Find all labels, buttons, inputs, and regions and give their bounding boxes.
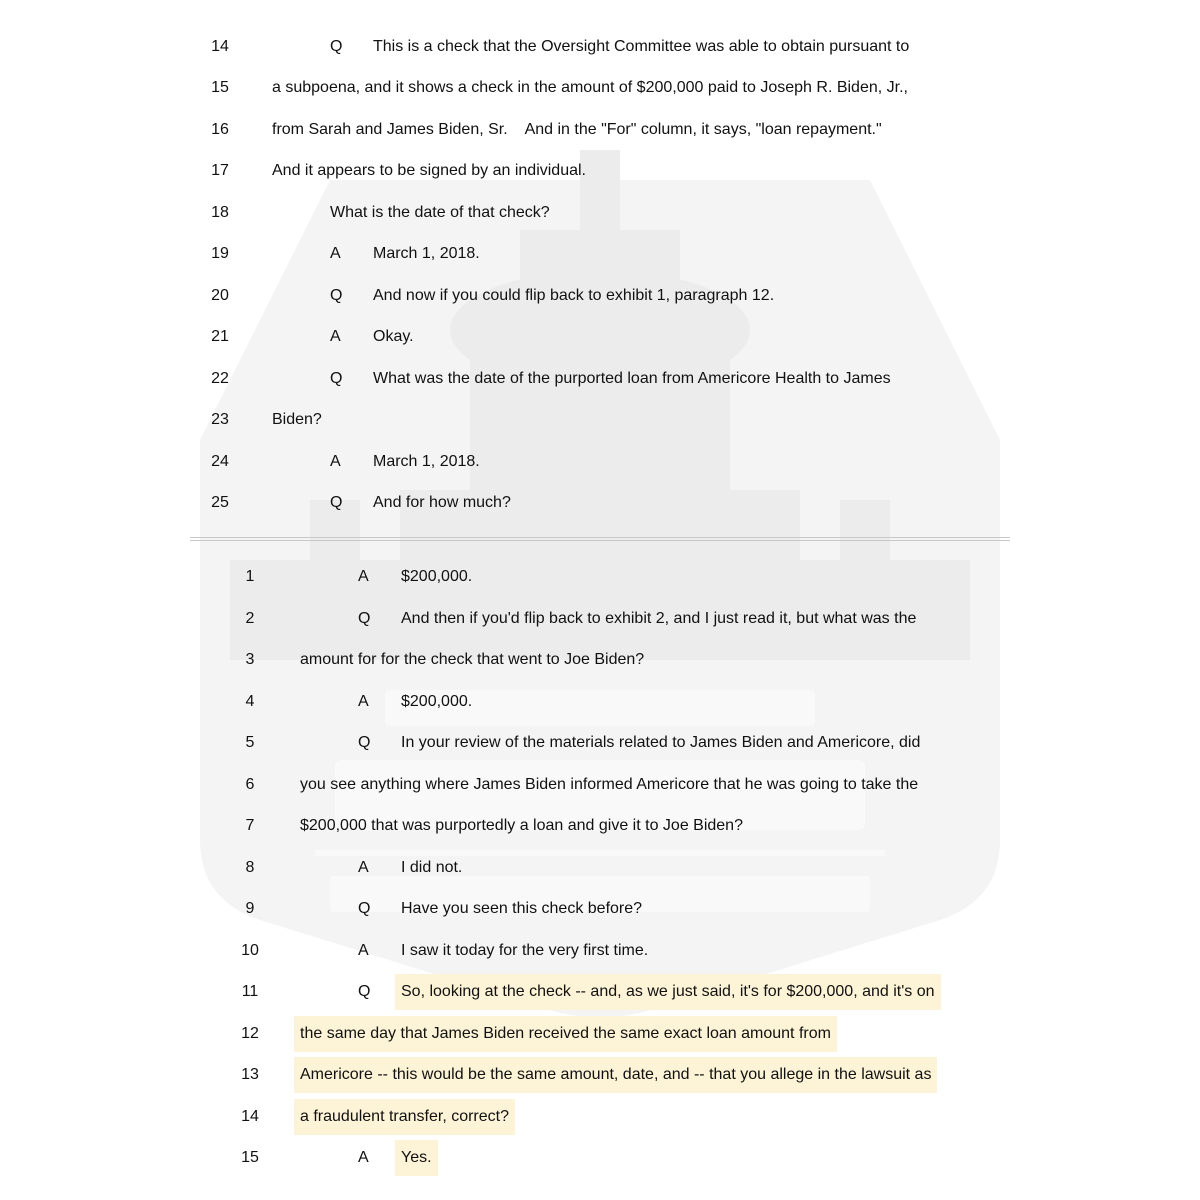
line-number: 9 [245,900,255,917]
line-number: 10 [241,941,259,959]
speaker-label: A [358,941,369,959]
page-break-divider [190,537,1010,541]
highlighted-text: Americore -- this would be the same amount, date, and -- that you allege in the lawsuit as [294,1057,937,1093]
line-number: 17 [211,162,229,180]
line-text: I did not. [401,858,463,876]
line-text: What was the date of the purported loan from Americore Health to James [373,369,891,387]
line-text: What is the date of that check? [330,203,550,221]
speaker-label: A [330,245,341,263]
line-number: 25 [211,493,229,511]
line-text: Okay. [373,328,414,346]
speaker-label: A [358,1149,369,1166]
speaker-label: Q [330,286,343,304]
line-text: you see anything where James Biden informed Americore that he was going to take the [300,775,919,793]
speaker-label: Q [358,609,371,627]
line-number: 7 [245,817,255,834]
highlighted-text: the same day that James Biden received the same exact loan amount from [294,1016,837,1052]
line-number: 5 [245,734,255,751]
line-text: from Sarah and James Biden, Sr. And in the "For" column, it says, "loan repayment." [272,120,882,138]
speaker-label: A [358,568,369,585]
line-text: Have you seen this check before? [401,900,643,917]
line-text: $200,000. [401,568,473,585]
line-number: 14 [241,1107,259,1125]
speaker-label: Q [330,493,343,511]
line-text: $200,000 that was purportedly a loan and give it to Joe Biden? [300,817,743,834]
line-text: I saw it today for the very first time. [401,941,649,959]
line-text: And now if you could flip back to exhibit 1, paragraph 12. [373,286,775,304]
line-text: March 1, 2018. [373,452,480,470]
speaker-label: Q [358,734,371,751]
speaker-label: A [358,858,369,876]
line-number: 4 [245,692,255,710]
line-text: $200,000. [401,692,473,710]
line-text: This is a check that the Oversight Committee was able to obtain pursuant to [373,38,910,55]
line-number: 22 [211,369,229,387]
speaker-label: A [358,692,369,710]
speaker-label: Q [330,38,343,55]
speaker-label: A [330,452,341,470]
line-number: 19 [211,245,229,263]
line-number: 18 [211,203,229,221]
speaker-label: A [330,328,341,346]
line-text: In your review of the materials related to James Biden and Americore, did [401,734,921,751]
line-number: 1 [245,568,255,585]
line-number: 12 [241,1024,259,1042]
line-number: 6 [245,775,255,793]
highlighted-text: So, looking at the check -- and, as we just said, it's for $200,000, and it's on [395,974,941,1010]
line-text: Biden? [272,411,322,429]
line-number: 20 [211,286,229,304]
line-number: 15 [241,1149,259,1166]
line-number: 3 [245,651,255,668]
highlighted-text: a fraudulent transfer, correct? [294,1099,515,1135]
line-number: 24 [211,452,229,470]
line-number: 13 [241,1066,259,1083]
speaker-label: Q [358,983,371,1000]
line-text: a subpoena, and it shows a check in the amount of $200,000 paid to Joseph R. Biden, Jr., [272,79,908,97]
line-number: 23 [211,411,229,429]
line-number: 15 [211,79,229,97]
speaker-label: Q [358,900,371,917]
line-text: March 1, 2018. [373,245,480,263]
line-number: 16 [211,120,229,138]
line-number: 11 [241,983,259,1000]
speaker-label: Q [330,369,343,387]
line-number: 14 [211,38,229,55]
line-text: And then if you'd flip back to exhibit 2, and I just read it, but what was the [401,609,917,627]
line-number: 8 [245,858,255,876]
highlighted-text: Yes. [395,1140,438,1176]
line-text: And it appears to be signed by an individual. [272,162,586,180]
line-text: amount for for the check that went to Joe Biden? [300,651,645,668]
line-number: 2 [245,609,255,627]
line-number: 21 [211,328,229,346]
line-text: And for how much? [373,493,511,511]
